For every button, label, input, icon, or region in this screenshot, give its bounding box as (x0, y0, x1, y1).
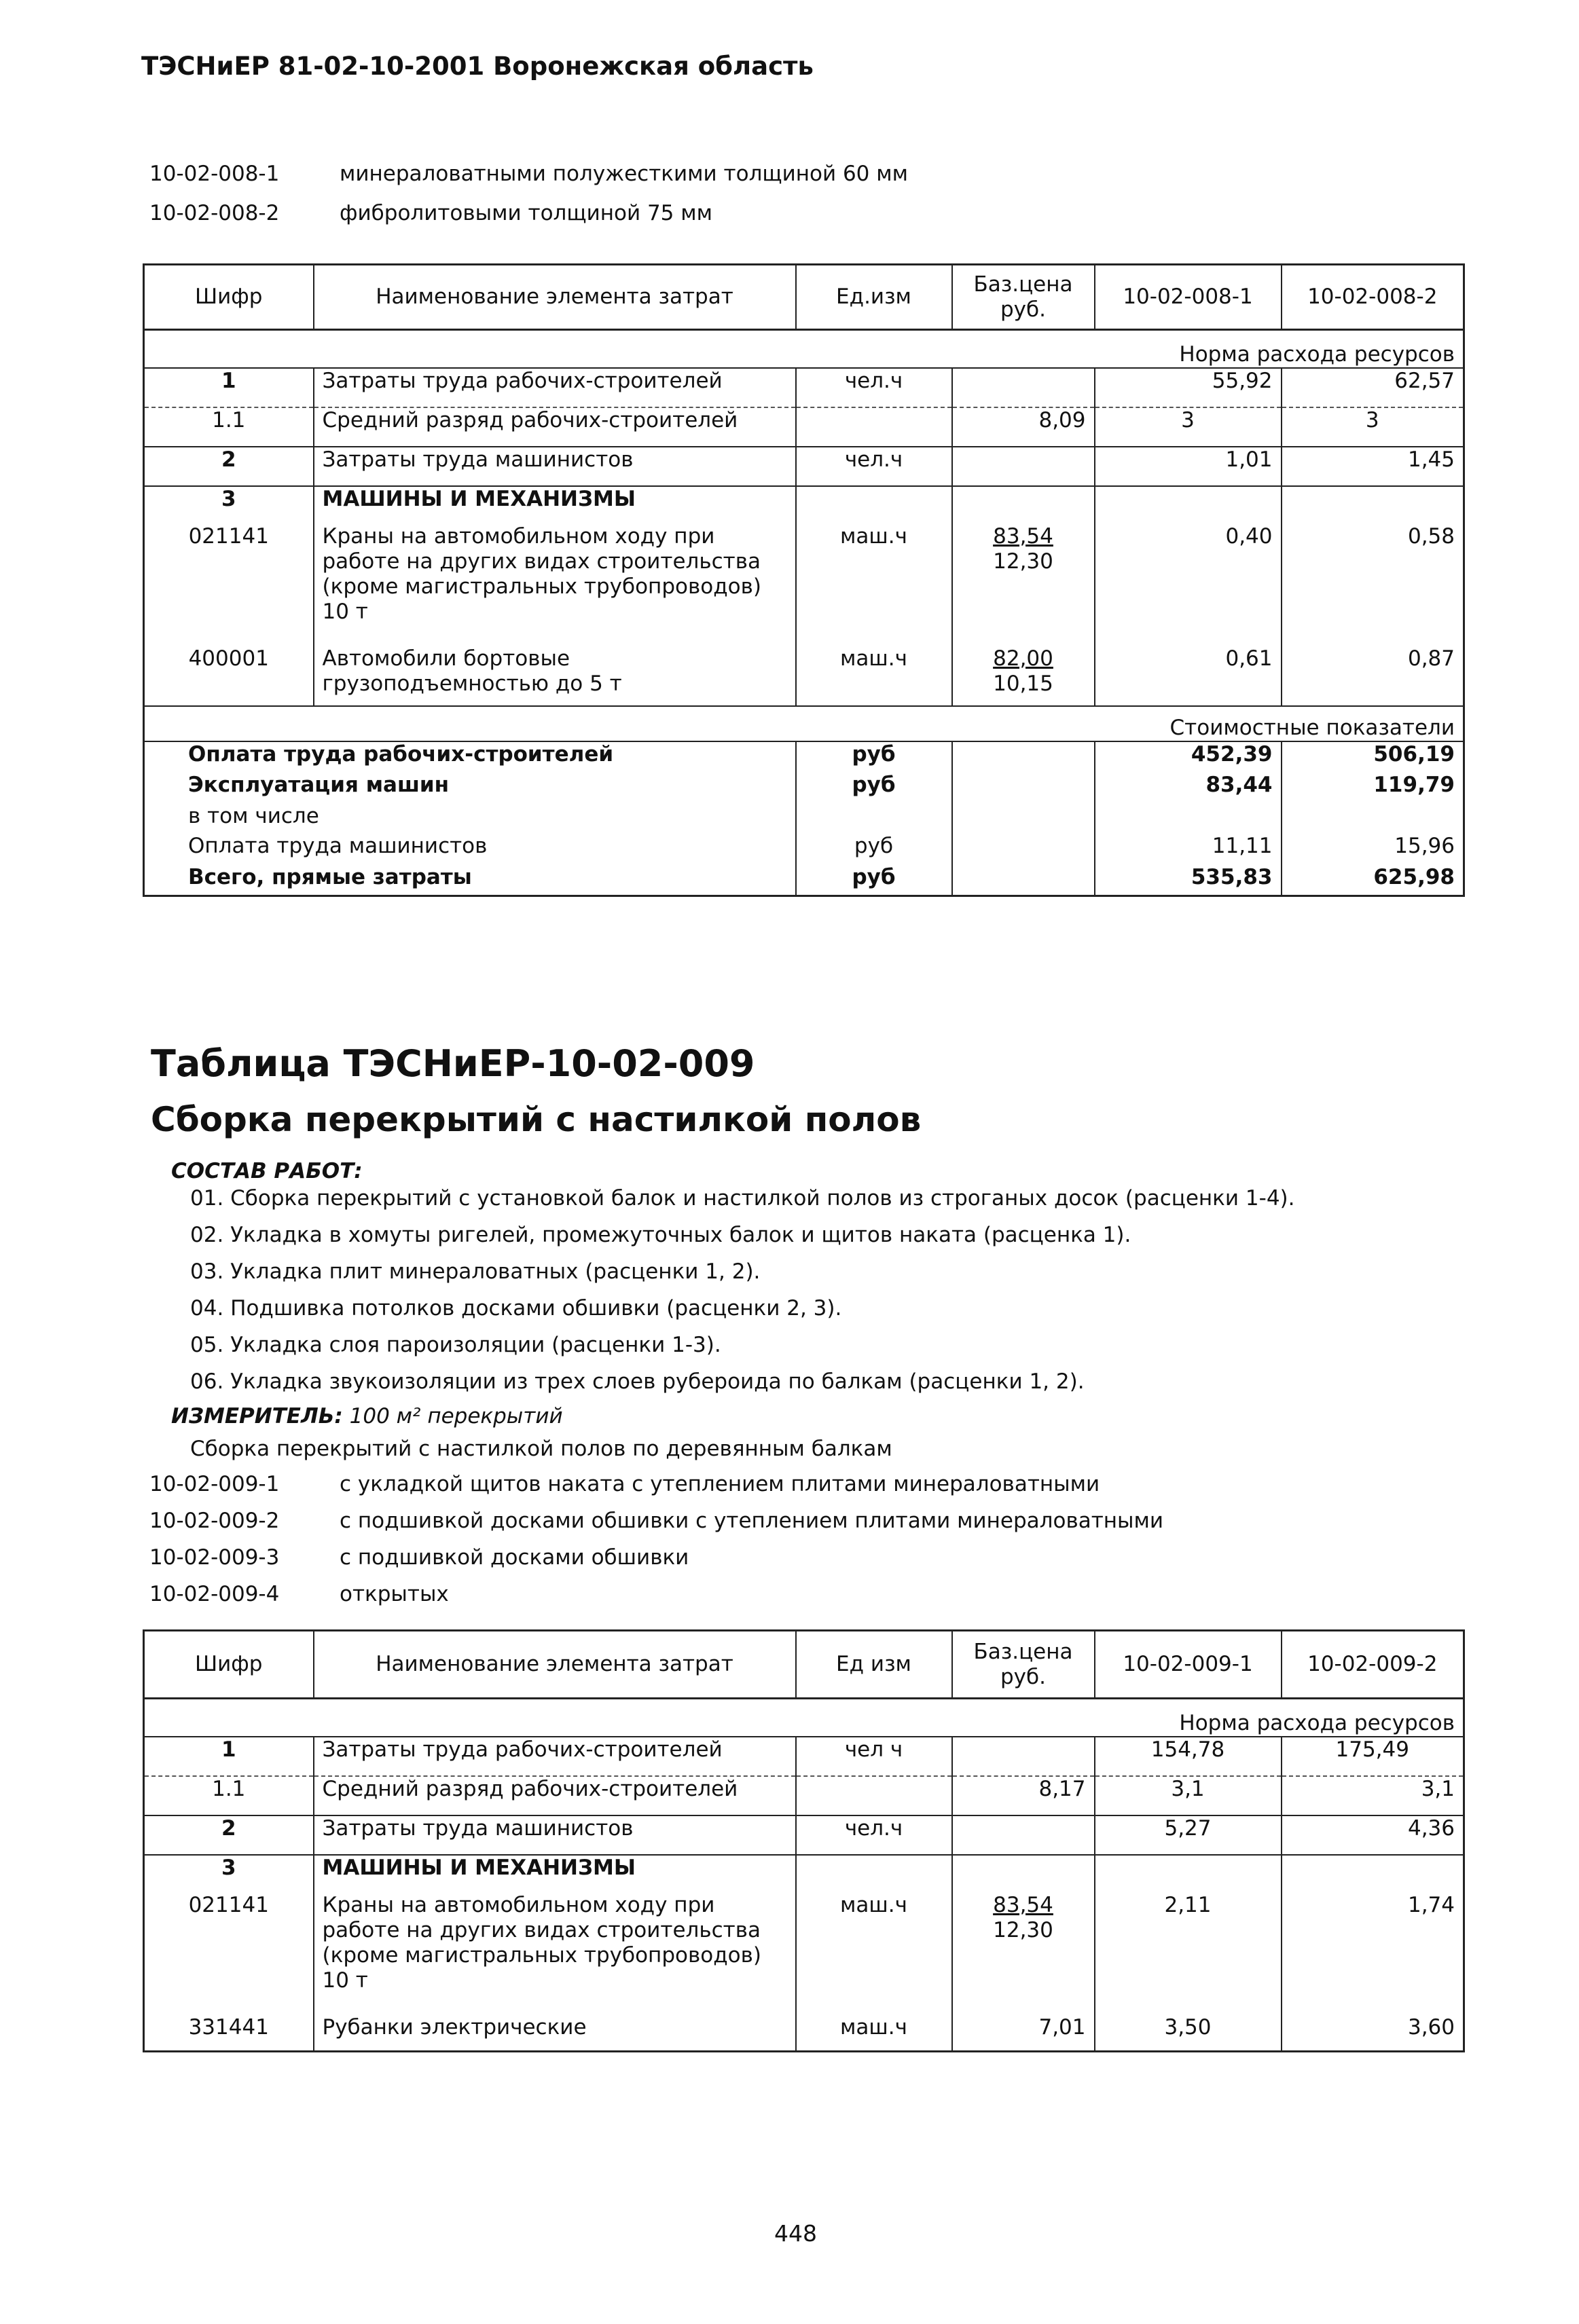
col-header-c1: 10-02-008-1 (1095, 265, 1282, 330)
row-code: 1.1 (144, 407, 314, 447)
cost-name: Всего, прямые затраты (188, 864, 472, 889)
work-composition-label: СОСТАВ РАБОТ: (171, 1159, 363, 1183)
row-price (952, 1737, 1095, 1776)
row-price (952, 646, 1095, 706)
code-description: минераловатными полужесткими толщиной 60 мм (340, 162, 909, 186)
row-name: Краны на автомобильном ходу при работе на других видах строительства (кроме магистральных трубопроводов) 10 т (314, 524, 796, 646)
row-price: 8,09 (952, 407, 1095, 447)
row-unit (796, 407, 952, 447)
row-unit: чел.ч (796, 368, 952, 407)
row-price (952, 524, 1095, 646)
row-code: 331441 (188, 2014, 269, 2040)
row-name: Затраты труда машинистов (314, 1815, 796, 1855)
col-header-code: Шифр (144, 265, 314, 330)
code-label: 10-02-009-3 (149, 1545, 280, 1570)
row-price: 7,01 (952, 2015, 1095, 2052)
code-label: 10-02-009-2 (149, 1509, 280, 1533)
code-description: с подшивкой досками обшивки (340, 1545, 689, 1570)
row-c1: 0,61 (1095, 646, 1282, 706)
row-code: 1 (144, 368, 314, 407)
col-header-unit: Ед изм (796, 1631, 952, 1699)
row-c1: 2,11 (1095, 1893, 1282, 2015)
measure-label: ИЗМЕРИТЕЛЬ: (171, 1404, 343, 1428)
row-c2: 62,57 (1282, 368, 1464, 407)
code-label: 10-02-008-2 (149, 201, 280, 225)
col-header-c2: 10-02-009-2 (1282, 1631, 1464, 1699)
page-header: ТЭСНиЕР 81-02-10-2001 Воронежская область (141, 52, 814, 81)
cost-c1: 83,44 (1095, 773, 1282, 804)
row-c2: 3,1 (1282, 1776, 1464, 1815)
col-header-unit: Ед.изм (796, 265, 952, 330)
col-header-code: Шифр (144, 1631, 314, 1699)
row-c2: 4,36 (1282, 1815, 1464, 1855)
table-title: Таблица ТЭСНиЕР-10-02-009 (151, 1042, 755, 1085)
cost-c1: 535,83 (1095, 865, 1282, 896)
row-c2: 0,87 (1282, 646, 1464, 706)
work-item: 03. Укладка плит минераловатных (расценки 1, 2). (190, 1259, 761, 1284)
row-price-main: 83,54 (993, 523, 1053, 549)
row-code: 400001 (144, 646, 314, 706)
row-c1: 1,01 (1095, 447, 1282, 486)
resource-table-008 (143, 263, 1465, 897)
row-price-main: 82,00 (993, 646, 1053, 671)
cost-band: Стоимостные показатели (144, 706, 1464, 741)
row-unit: маш.ч (796, 1893, 952, 2015)
cost-unit: руб (796, 741, 952, 773)
cost-unit: руб (796, 773, 952, 804)
cost-name: в том числе (188, 803, 319, 828)
row-price (952, 1893, 1095, 2015)
row-c1: 3,50 (1095, 2015, 1282, 2052)
row-name: МАШИНЫ И МЕХАНИЗМЫ (314, 1855, 796, 1893)
row-price-sub: 12,30 (993, 1917, 1053, 1942)
col-header-price: Баз.цена руб. (952, 1631, 1095, 1699)
code-label: 10-02-009-1 (149, 1472, 280, 1496)
measure-value: 100 м² перекрытий (349, 1404, 563, 1428)
row-price-sub: 12,30 (993, 549, 1053, 574)
row-c1: 55,92 (1095, 368, 1282, 407)
row-price-main: 83,54 (993, 1892, 1053, 1917)
cost-unit: руб (796, 865, 952, 896)
row-c1: 3 (1095, 407, 1282, 447)
work-item: 02. Укладка в хомуты ригелей, промежуточных балок и щитов наката (расценка 1). (190, 1223, 1131, 1247)
col-header-name: Наименование элемента затрат (314, 1631, 796, 1699)
section-subtitle: Сборка перекрытий с настилкой полов по деревянным балкам (190, 1437, 892, 1461)
row-code: 1 (144, 1737, 314, 1776)
row-name: Рубанки электрические (314, 2015, 796, 2052)
work-item: 01. Сборка перекрытий с установкой балок и настилкой полов из строганых досок (расценки 1-4). (190, 1186, 1295, 1211)
row-code: 3 (221, 1855, 236, 1880)
row-name: Средний разряд рабочих-строителей (314, 1776, 796, 1815)
row-code: 3 (221, 486, 236, 511)
table-subtitle: Сборка перекрытий с настилкой полов (151, 1100, 922, 1139)
code-label: 10-02-009-4 (149, 1582, 280, 1606)
row-name: МАШИНЫ И МЕХАНИЗМЫ (314, 486, 796, 524)
work-item: 05. Укладка слоя пароизоляции (расценки 1-3). (190, 1333, 721, 1357)
cost-c2: 506,19 (1282, 741, 1464, 773)
row-name: Затраты труда рабочих-строителей (314, 1737, 796, 1776)
row-code: 1.1 (144, 1776, 314, 1815)
norm-band: Норма расхода ресурсов (144, 330, 1464, 368)
row-c1: 3,1 (1095, 1776, 1282, 1815)
cost-name: Оплата труда машинистов (188, 833, 488, 858)
work-item: 06. Укладка звукоизоляции из трех слоев рубероида по балкам (расценки 1, 2). (190, 1369, 1085, 1394)
row-c2: 3 (1282, 407, 1464, 447)
cost-unit: руб (796, 834, 952, 865)
page-number: 448 (774, 2220, 817, 2247)
row-price-sub: 10,15 (993, 671, 1053, 696)
cost-c2: 15,96 (1282, 834, 1464, 865)
row-name: Средний разряд рабочих-строителей (314, 407, 796, 447)
row-code: 021141 (188, 1892, 269, 1917)
code-description: с подшивкой досками обшивки с утеплением плитами минераловатными (340, 1509, 1164, 1533)
row-c2: 175,49 (1282, 1737, 1464, 1776)
row-c1: 154,78 (1095, 1737, 1282, 1776)
cost-c1: 452,39 (1095, 741, 1282, 773)
row-unit: маш.ч (796, 524, 952, 646)
row-c2: 1,45 (1282, 447, 1464, 486)
col-header-c1: 10-02-009-1 (1095, 1631, 1282, 1699)
row-name: Автомобили бортовые грузоподъемностью до 5 т (314, 646, 796, 706)
norm-band: Норма расхода ресурсов (144, 1699, 1464, 1737)
code-description: с укладкой щитов наката с утеплением плитами минераловатными (340, 1472, 1100, 1496)
row-name: Затраты труда машинистов (314, 447, 796, 486)
code-description: открытых (340, 1582, 449, 1606)
row-unit: маш.ч (796, 2015, 952, 2052)
row-c2: 1,74 (1282, 1893, 1464, 2015)
row-name: Краны на автомобильном ходу при работе на других видах строительства (кроме магистральных трубопроводов) 10 т (314, 1893, 796, 2015)
col-header-price: Баз.цена руб. (952, 265, 1095, 330)
work-item: 04. Подшивка потолков досками обшивки (расценки 2, 3). (190, 1296, 842, 1321)
row-name: Затраты труда рабочих-строителей (314, 368, 796, 407)
code-description: фибролитовыми толщиной 75 мм (340, 201, 713, 225)
row-price: 8,17 (952, 1776, 1095, 1815)
code-label: 10-02-008-1 (149, 162, 280, 186)
row-price (952, 447, 1095, 486)
row-code: 021141 (188, 523, 269, 549)
col-header-name: Наименование элемента затрат (314, 265, 796, 330)
row-unit: чел.ч (796, 447, 952, 486)
row-unit (796, 1776, 952, 1815)
row-code: 2 (144, 447, 314, 486)
row-c1: 0,40 (1095, 524, 1282, 646)
row-unit: чел ч (796, 1737, 952, 1776)
row-c1: 5,27 (1095, 1815, 1282, 1855)
resource-table-009 (143, 1629, 1465, 2052)
row-unit: чел.ч (796, 1815, 952, 1855)
row-code: 2 (144, 1815, 314, 1855)
row-c2: 0,58 (1282, 524, 1464, 646)
row-price (952, 1815, 1095, 1855)
cost-name: Оплата труда рабочих-строителей (188, 741, 614, 767)
row-unit: маш.ч (796, 646, 952, 706)
cost-name: Эксплуатация машин (188, 772, 450, 797)
cost-c2: 119,79 (1282, 773, 1464, 804)
cost-c1: 11,11 (1095, 834, 1282, 865)
measure-unit (171, 1404, 563, 1428)
row-c2: 3,60 (1282, 2015, 1464, 2052)
cost-c2: 625,98 (1282, 865, 1464, 896)
row-price (952, 368, 1095, 407)
col-header-c2: 10-02-008-2 (1282, 265, 1464, 330)
